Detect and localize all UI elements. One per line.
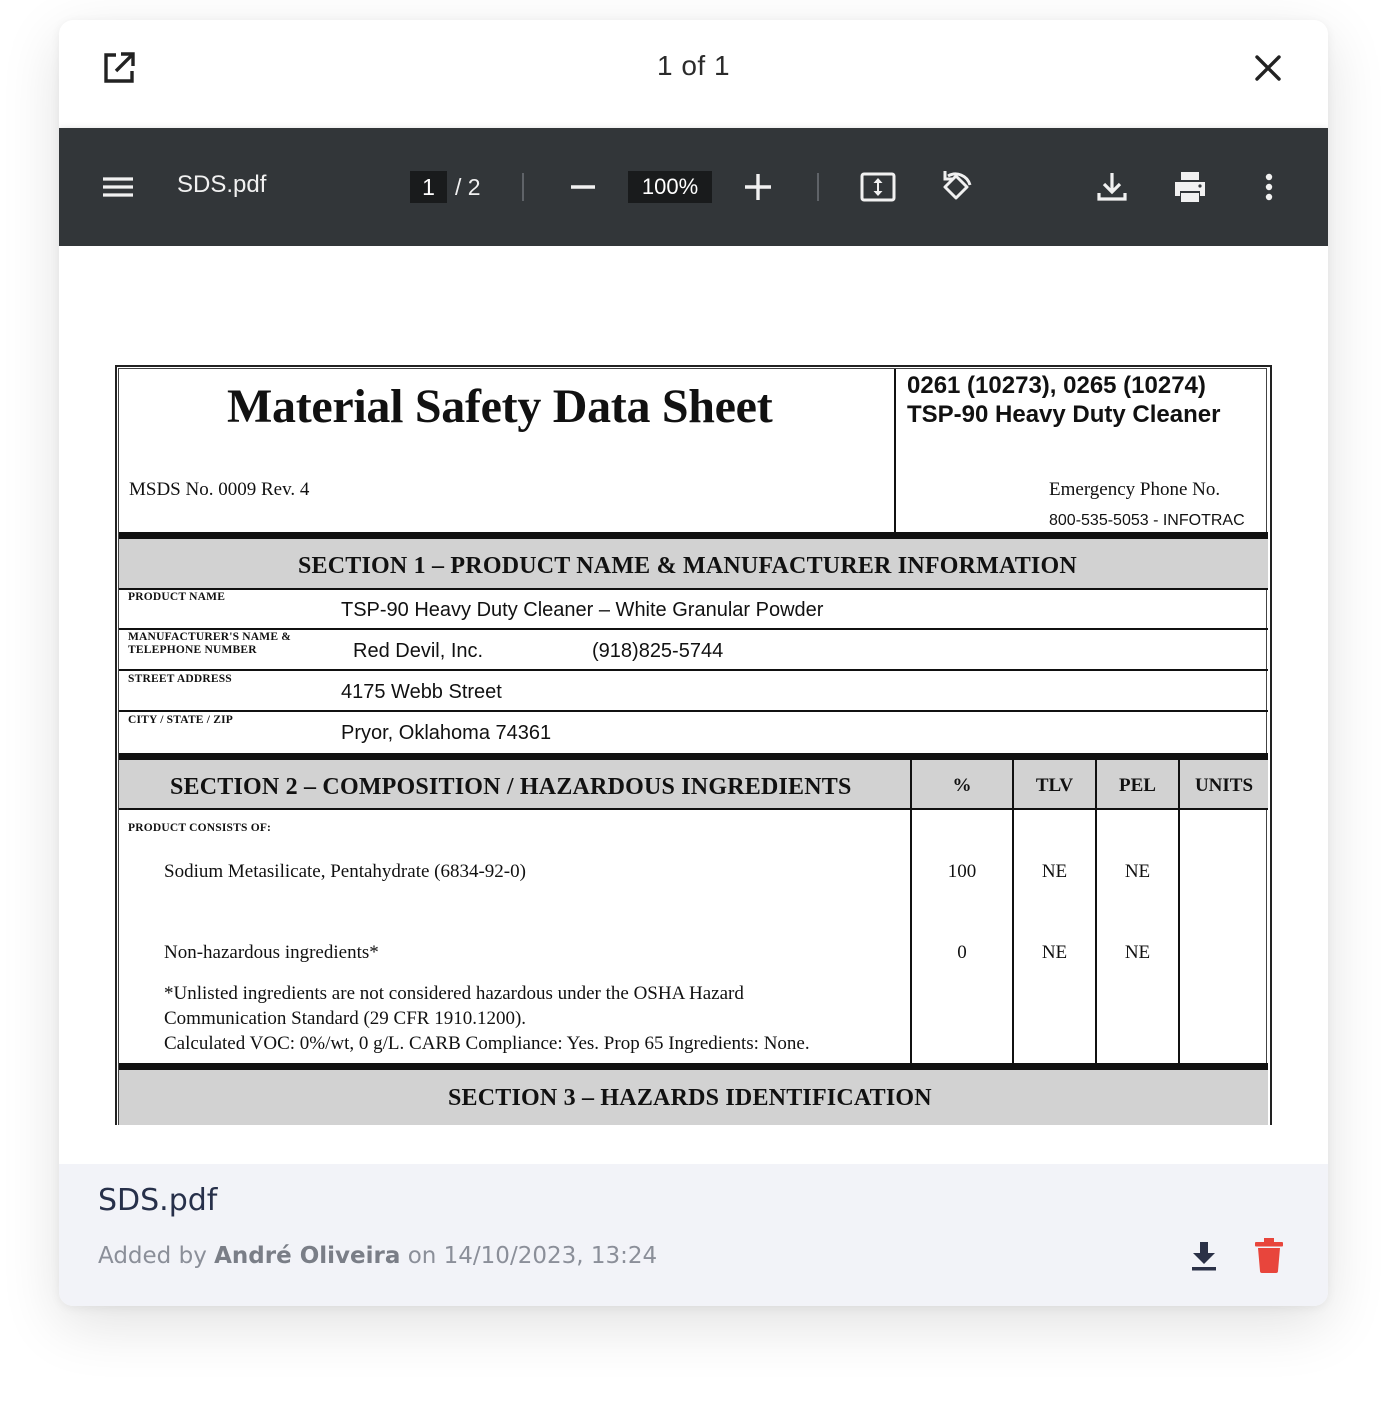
attachment-preview-modal	[59, 20, 1328, 1306]
page-number-input[interactable]: 1	[410, 171, 447, 203]
toolbar-separator	[817, 173, 819, 201]
ingredient-name: Sodium Metasilicate, Pentahydrate (6834-92-0)	[164, 861, 526, 882]
column-header-percent: %	[952, 775, 972, 796]
ingredient-note: Calculated VOC: 0%/wt, 0 g/L. CARB Compliance: Yes. Prop 65 Ingredients: None.	[164, 1033, 810, 1054]
column-divider	[1178, 760, 1180, 1063]
city-state-zip-label: CITY / STATE / ZIP	[128, 714, 233, 726]
section-rule	[119, 532, 1268, 539]
zoom-out-icon[interactable]	[563, 167, 603, 207]
msds-number: MSDS No. 0009 Rev. 4	[129, 479, 310, 500]
page-total: / 2	[455, 174, 481, 200]
row-rule	[119, 628, 1268, 630]
column-header-units: UNITS	[1194, 775, 1254, 796]
section-rule	[119, 753, 1268, 760]
emergency-phone-number: 800-535-5053 - INFOTRAC	[1049, 512, 1245, 529]
manufacturer-name-value: Red Devil, Inc.	[353, 640, 484, 662]
fit-page-icon[interactable]	[858, 167, 898, 207]
product-name-label: PRODUCT NAME	[128, 591, 226, 603]
page-counter: 1 of 1	[656, 50, 731, 81]
print-icon[interactable]	[1170, 167, 1210, 207]
manufacturer-phone-value: (918)825-5744	[592, 640, 724, 662]
menu-icon[interactable]	[99, 167, 139, 207]
section-2-title: SECTION 2 – COMPOSITION / HAZARDOUS INGREDIENTS	[170, 774, 852, 800]
ingredient-tlv: NE	[1041, 942, 1068, 963]
rotate-icon[interactable]	[936, 167, 976, 207]
download-icon[interactable]	[1186, 1238, 1222, 1274]
column-header-tlv: TLV	[1035, 775, 1074, 796]
attachment-author: André Oliveira	[214, 1243, 401, 1269]
product-name-value: TSP-90 Heavy Duty Cleaner – White Granular Powder	[341, 599, 824, 621]
column-divider	[910, 760, 912, 1063]
download-icon[interactable]	[1092, 167, 1132, 207]
section-rule	[119, 1063, 1268, 1070]
emergency-phone-label: Emergency Phone No.	[1049, 479, 1221, 500]
zoom-level-input[interactable]: 100%	[628, 171, 712, 203]
ingredient-note: *Unlisted ingredients are not considered hazardous under the OSHA Hazard	[164, 983, 744, 1004]
column-divider	[1095, 760, 1097, 1063]
column-header-pel: PEL	[1119, 775, 1156, 796]
close-icon[interactable]	[1248, 48, 1288, 88]
product-header-name: TSP-90 Heavy Duty Cleaner	[907, 401, 1221, 428]
ingredient-pel: NE	[1124, 861, 1151, 882]
modal-header	[59, 20, 1328, 128]
ingredient-percent: 100	[947, 861, 977, 882]
product-codes: 0261 (10273), 0265 (10274)	[907, 372, 1206, 399]
attachment-datetime: 14/10/2023, 13:24	[443, 1243, 658, 1269]
pdf-toolbar	[59, 128, 1328, 246]
column-divider	[1012, 760, 1014, 1063]
pdf-viewer[interactable]	[59, 246, 1328, 1164]
ingredient-note: Communication Standard (29 CFR 1910.1200).	[164, 1008, 527, 1029]
street-address-label: STREET ADDRESS	[128, 673, 232, 685]
zoom-in-icon[interactable]	[738, 167, 778, 207]
ingredient-percent: 0	[957, 942, 967, 963]
ingredient-pel: NE	[1124, 942, 1151, 963]
ingredient-name: Non-hazardous ingredients*	[164, 942, 379, 963]
added-by-prefix: Added by	[98, 1243, 207, 1269]
city-state-zip-value: Pryor, Oklahoma 74361	[341, 722, 552, 744]
section-3-title: SECTION 3 – HAZARDS IDENTIFICATION	[448, 1085, 932, 1111]
row-rule	[119, 588, 1268, 590]
product-consists-label: PRODUCT CONSISTS OF:	[128, 822, 272, 834]
on-prefix: on	[407, 1243, 437, 1269]
document-title: Material Safety Data Sheet	[227, 380, 773, 433]
header-divider	[894, 369, 896, 532]
more-vert-icon[interactable]	[1249, 167, 1289, 207]
pdf-file-name: SDS.pdf	[177, 171, 267, 198]
pdf-page	[115, 365, 1272, 1125]
trash-icon[interactable]	[1252, 1236, 1286, 1274]
manufacturer-label	[128, 631, 318, 657]
ingredient-tlv: NE	[1041, 861, 1068, 882]
row-rule	[119, 669, 1268, 671]
row-rule	[119, 710, 1268, 712]
manufacturer-label-text: MANUFACTURER'S NAME & TELEPHONE NUMBER	[128, 631, 292, 656]
attachment-meta	[98, 1243, 657, 1269]
attachment-footer	[59, 1164, 1328, 1306]
attachment-file-name: SDS.pdf	[98, 1183, 218, 1218]
street-address-value: 4175 Webb Street	[341, 681, 502, 703]
section-1-title: SECTION 1 – PRODUCT NAME & MANUFACTURER INFORMATION	[298, 553, 1077, 579]
toolbar-separator	[522, 173, 524, 201]
row-rule	[119, 808, 1268, 810]
